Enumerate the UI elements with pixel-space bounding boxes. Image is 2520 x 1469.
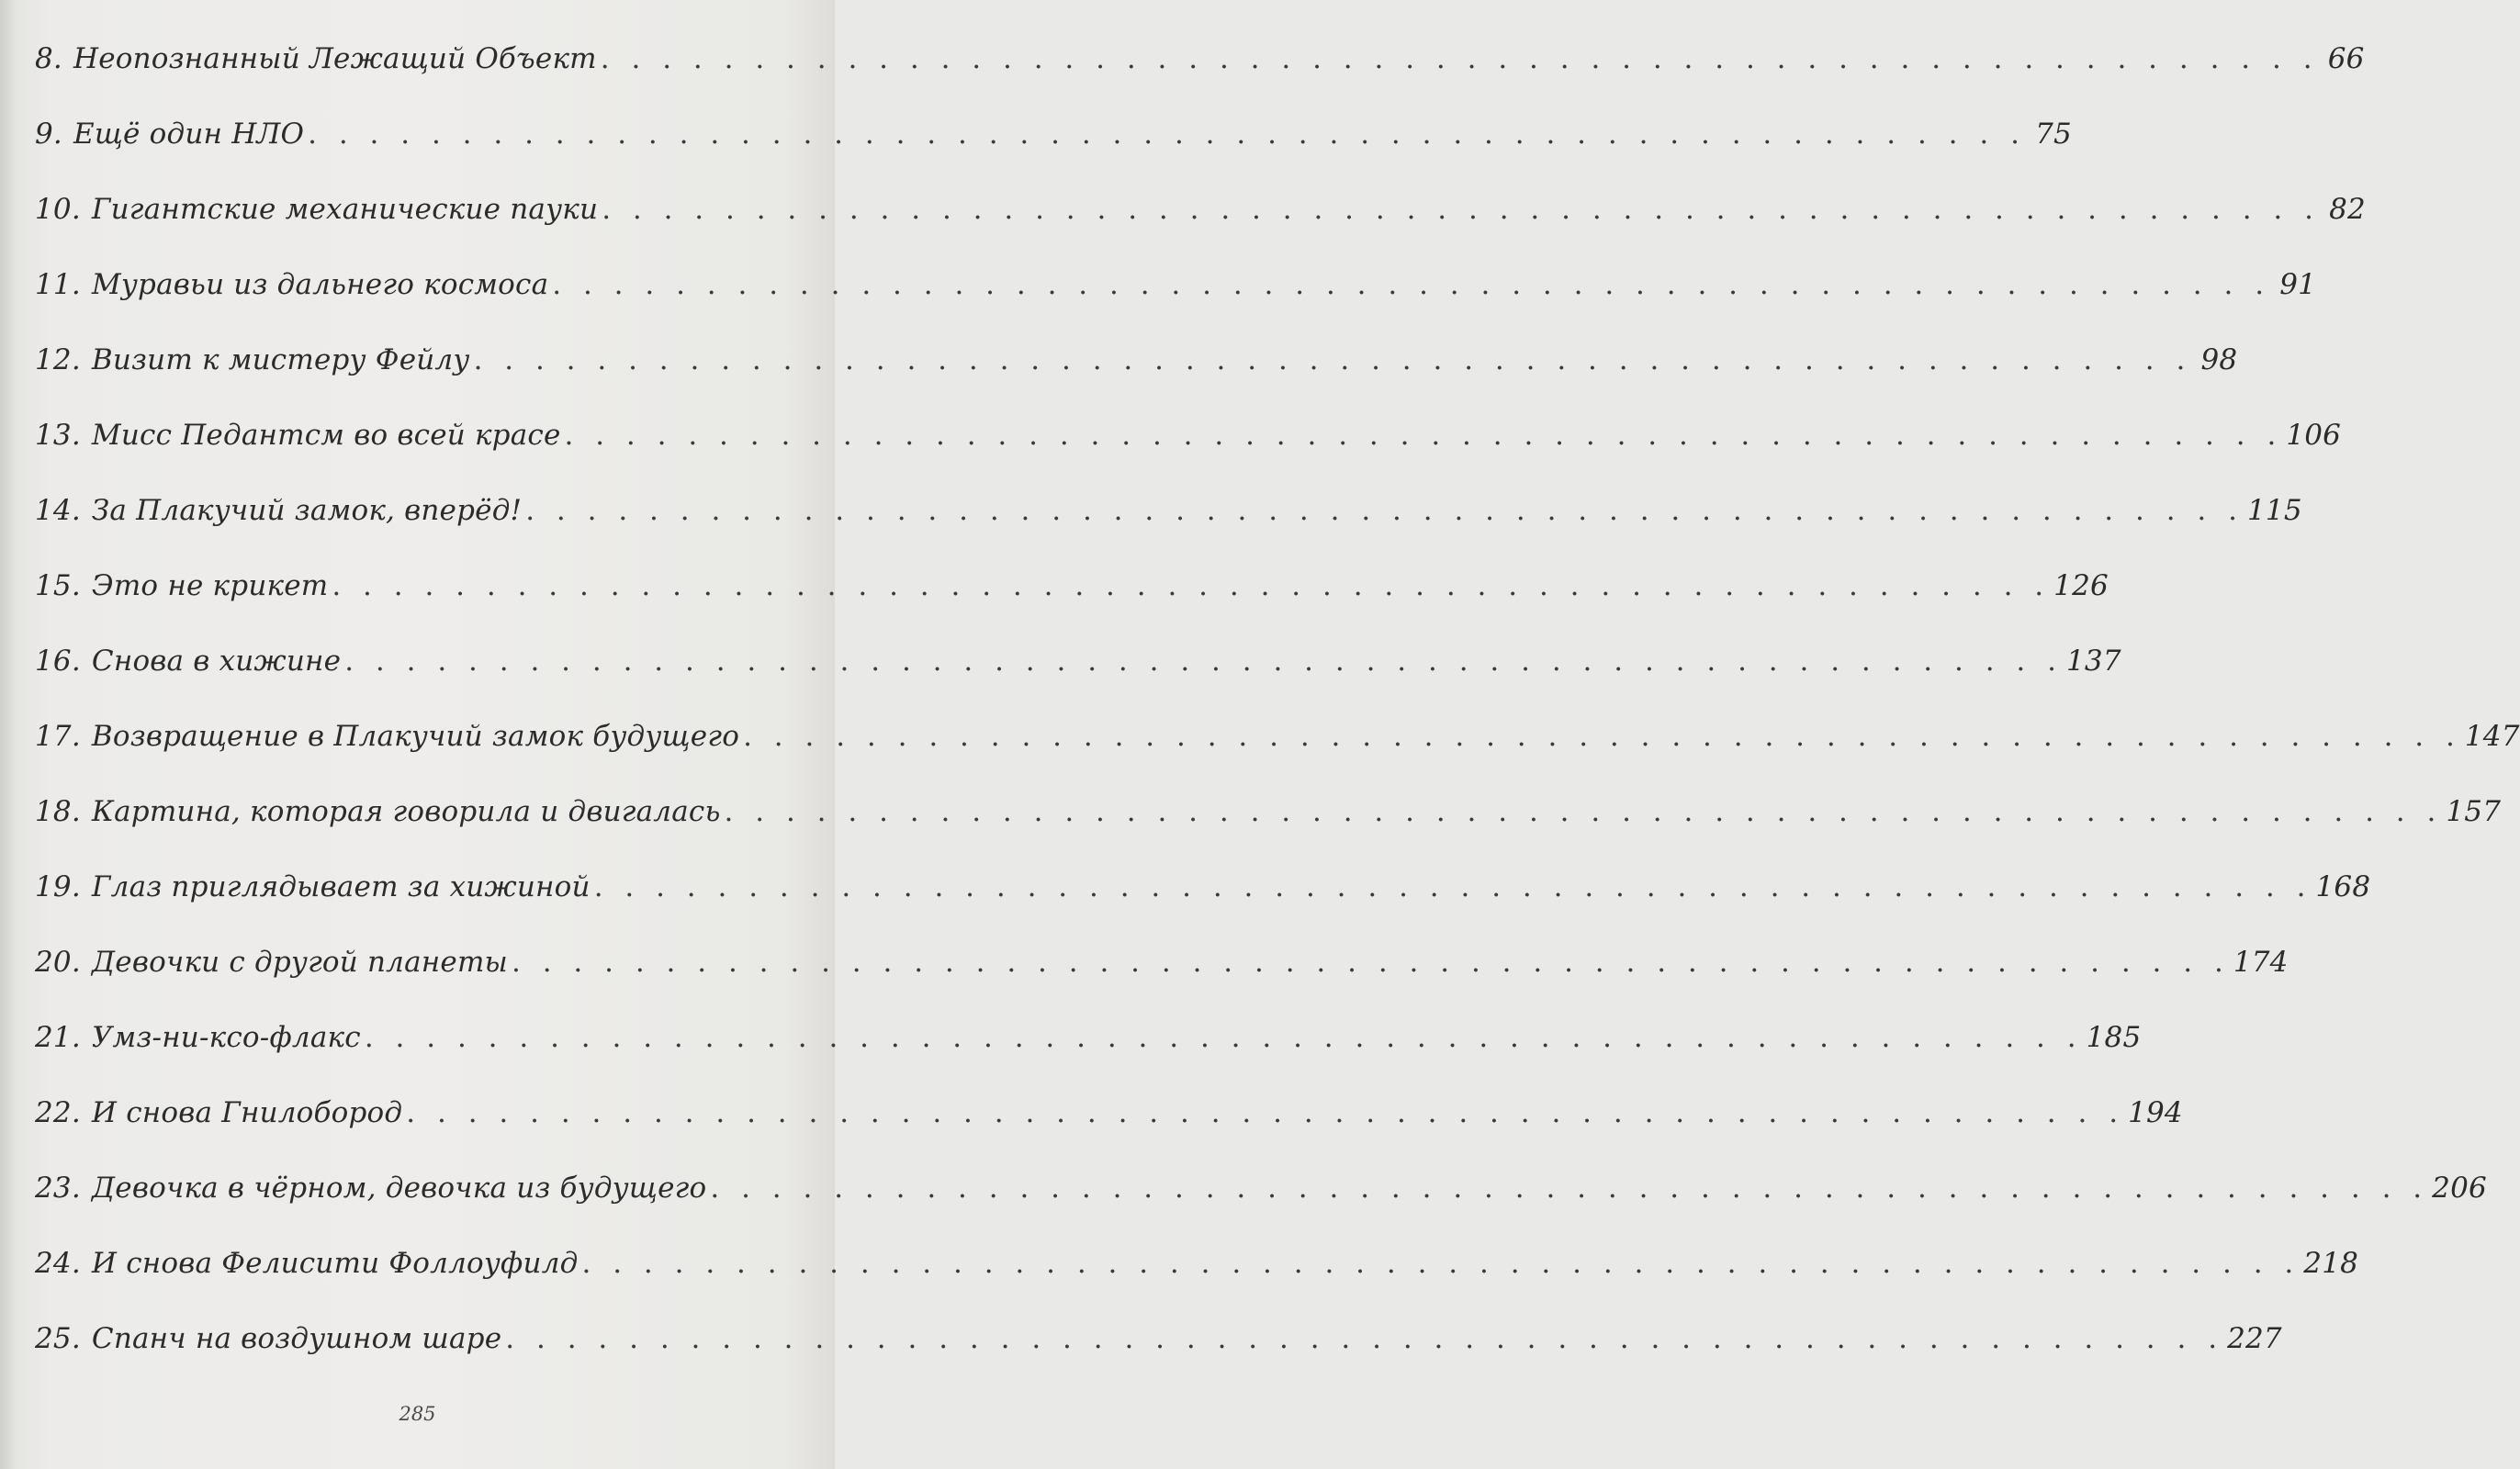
chapter-title: Картина, которая говорила и двигалась: [91, 795, 721, 828]
chapter-number: 10.: [35, 193, 81, 226]
chapter-title: И снова Гнилобород: [91, 1096, 403, 1129]
chapter-number: 8.: [35, 42, 62, 75]
page-number: 218: [2303, 1247, 2359, 1280]
dot-leader: [474, 343, 2192, 376]
page-number: 185: [2086, 1021, 2142, 1054]
page-number: 227: [2227, 1322, 2282, 1355]
dot-leader: [512, 946, 2230, 979]
page-number: 75: [2035, 118, 2072, 151]
page-number: 66: [2327, 42, 2365, 75]
dot-leader: [344, 645, 2063, 678]
page-number: 137: [2066, 645, 2121, 678]
chapter-number: 21.: [35, 1021, 81, 1054]
toc-entry: [35, 645, 2121, 720]
page-number: 194: [2128, 1096, 2183, 1129]
chapter-title: Возвращение в Плакучий замок будущего: [91, 720, 740, 753]
chapter-number: 9.: [35, 118, 62, 151]
chapter-title: За Плакучий замок, вперёд!: [91, 494, 523, 527]
chapter-title: Муравьи из дальнего космоса: [91, 268, 549, 301]
chapter-number: 18.: [35, 795, 81, 828]
toc-entry: [35, 193, 2366, 268]
dot-leader: [552, 268, 2270, 301]
toc-entry: [35, 795, 2502, 870]
page-number: 147: [2464, 720, 2520, 753]
page-number: 82: [2329, 193, 2366, 226]
chapter-title: Спанч на воздушном шаре: [91, 1322, 502, 1355]
chapter-title: Глаз приглядывает за хижиной: [91, 870, 591, 903]
gutter-shadow: [0, 0, 17, 1469]
page-number: 157: [2446, 795, 2502, 828]
toc-entry: [35, 494, 2302, 569]
dot-leader: [581, 1247, 2300, 1280]
chapter-number: 15.: [35, 569, 81, 602]
page-number: 206: [2432, 1172, 2487, 1205]
dot-leader: [565, 419, 2283, 452]
chapter-number: 20.: [35, 946, 81, 979]
toc-entry: [35, 1021, 2142, 1096]
dot-leader: [525, 494, 2244, 527]
chapter-title: Гигантские механические пауки: [91, 193, 599, 226]
chapter-number: 24.: [35, 1247, 81, 1280]
table-of-contents: [35, 42, 2520, 1397]
page-number: 174: [2233, 946, 2289, 979]
chapter-title: Мисс Педантсм во всей красе: [91, 419, 561, 452]
dot-leader: [505, 1322, 2223, 1355]
dot-leader: [601, 42, 2319, 75]
toc-entry: [35, 946, 2289, 1021]
chapter-number: 11.: [35, 268, 81, 301]
toc-entry: [35, 268, 2317, 343]
chapter-number: 25.: [35, 1322, 81, 1355]
dot-leader: [602, 193, 2320, 226]
chapter-title: Девочка в чёрном, девочка из будущего: [91, 1172, 707, 1205]
chapter-title: Умз-ни-ксо-флакс: [91, 1021, 361, 1054]
dot-leader: [710, 1172, 2428, 1205]
folio-page-number: 285: [399, 1403, 436, 1425]
toc-entry: [35, 1247, 2359, 1322]
page-number: 115: [2247, 494, 2302, 527]
toc-entry: [35, 1172, 2487, 1247]
dot-leader: [743, 720, 2461, 753]
chapter-number: 12.: [35, 343, 81, 376]
chapter-title: Снова в хижине: [91, 645, 342, 678]
chapter-number: 14.: [35, 494, 81, 527]
page-number: 126: [2053, 569, 2109, 602]
chapter-number: 19.: [35, 870, 81, 903]
toc-entry: [35, 343, 2238, 419]
toc-entry: [35, 870, 2371, 946]
chapter-title: Визит к мистеру Фейлу: [91, 343, 470, 376]
toc-entry: [35, 1322, 2282, 1397]
dot-leader: [594, 870, 2312, 903]
chapter-number: 17.: [35, 720, 81, 753]
chapter-number: 22.: [35, 1096, 81, 1129]
page-number: 168: [2315, 870, 2371, 903]
chapter-number: 23.: [35, 1172, 81, 1205]
toc-entry: [35, 1096, 2183, 1172]
dot-leader: [308, 118, 2026, 151]
chapter-title: Неопознанный Лежащий Объект: [73, 42, 597, 75]
page-number: 98: [2200, 343, 2238, 376]
toc-entry: [35, 118, 2072, 193]
toc-entry: [35, 720, 2520, 795]
dot-leader: [406, 1096, 2124, 1129]
toc-entry: [35, 419, 2342, 494]
toc-entry: [35, 569, 2109, 645]
dot-leader: [332, 569, 2050, 602]
chapter-title: Ещё один НЛО: [73, 118, 305, 151]
page-number: 106: [2286, 419, 2342, 452]
chapter-title: И снова Фелисити Фоллоуфилд: [91, 1247, 579, 1280]
chapter-title: Это не крикет: [91, 569, 329, 602]
dot-leader: [365, 1021, 2083, 1054]
chapter-number: 13.: [35, 419, 81, 452]
toc-entry: [35, 42, 2365, 118]
page-number: 91: [2279, 268, 2317, 301]
chapter-title: Девочки с другой планеты: [91, 946, 509, 979]
chapter-number: 16.: [35, 645, 81, 678]
dot-leader: [725, 795, 2443, 828]
